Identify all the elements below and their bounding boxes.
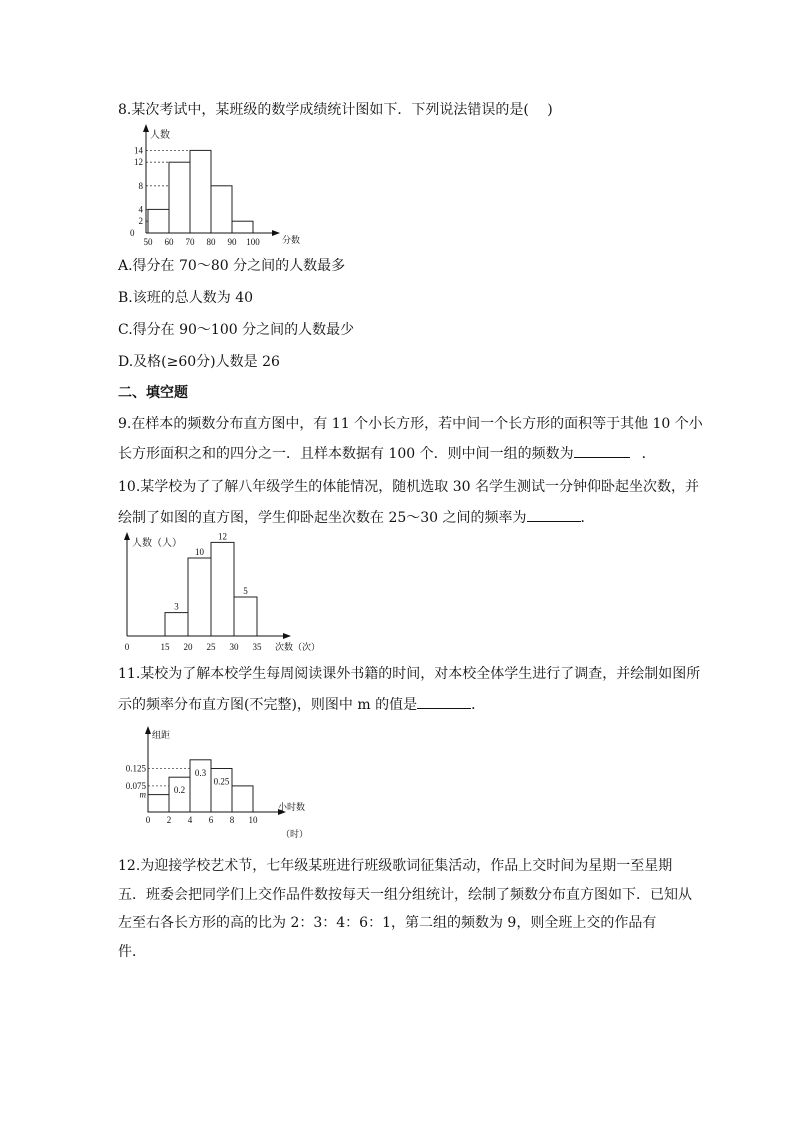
y-tick-label: 14 (134, 145, 143, 156)
bar-label: 0.25 (213, 776, 230, 787)
y-axis-arrow (124, 532, 130, 540)
data-label: 5 (243, 586, 248, 596)
y-tick-label: 4 (138, 204, 143, 215)
y-tick-label: 12 (134, 157, 143, 168)
bar (232, 786, 253, 812)
y-axis-label: 人数 (150, 130, 170, 141)
x-tick-label: 20 (183, 642, 193, 652)
y-tick-label: 0.075 (125, 780, 146, 791)
x-tick-label: 2 (166, 815, 172, 825)
x-axis-unit: （时） (281, 829, 309, 839)
x-tick-label: 6 (208, 815, 214, 825)
x-tick-label: 30 (229, 642, 239, 652)
data-label: 12 (218, 531, 227, 542)
x-tick-label: 8 (229, 815, 235, 825)
q12-line2: 五．班委会把同学们上交作品件数按每天一组分组统计，绘制了频数分布直方图如下．已知从 (118, 887, 692, 903)
y-tick-label: 0.125 (125, 763, 146, 774)
q9-line2 (118, 443, 656, 464)
q9-tail: ． (641, 446, 656, 462)
q12-line1: 12.为迎接学校艺术节，七年级某班进行班级歌词征集活动，作品上交时间为星期一至星期 (118, 858, 673, 874)
data-label: 10 (195, 547, 204, 557)
x-tick-label: 4 (187, 815, 193, 825)
x-axis-label: 分数 (282, 235, 301, 245)
q11-answer-blank[interactable] (417, 694, 471, 709)
x-tick-label: 25 (206, 642, 216, 652)
origin-label: 0 (130, 228, 135, 238)
x-tick-label: 50 (143, 237, 153, 247)
x-tick-label: 35 (252, 642, 262, 652)
q10-tail: ． (580, 510, 595, 526)
y-axis-arrow (143, 124, 149, 132)
q10-line1: 10.某学校为了了解八年级学生的体能情况，随机选取 30 名学生测试一分钟仰卧起坐次数，并 (118, 479, 699, 495)
bar (211, 542, 234, 636)
y-axis-arrow (145, 726, 151, 734)
chart-scores (120, 128, 300, 248)
y-axis-label: 组距 (152, 730, 171, 740)
q10-answer-blank[interactable] (527, 507, 581, 522)
x-tick-label: 90 (227, 237, 237, 247)
bar (165, 613, 188, 636)
q12-line3: 左至右各长方形的高的比为 2：3：4：6：1，第二组的频数为 9，则全班上交的作品有 (118, 915, 657, 931)
bar (211, 769, 232, 813)
y-tick-label: 8 (138, 180, 143, 191)
y-axis-label: 人数（人） (132, 538, 182, 549)
q8-option-b: B.该班的总人数为 40 (118, 290, 254, 306)
bar (190, 150, 211, 233)
bar-label: 0.2 (173, 785, 186, 796)
x-axis-arrow (283, 633, 291, 639)
x-axis-arrow (272, 230, 280, 236)
bar (148, 209, 169, 233)
chart-situps (118, 531, 321, 654)
q8-option-c: C.得分在 90～100 分之间的人数最少 (118, 322, 355, 338)
section-title: 二、填空题 (118, 385, 188, 401)
q9-answer-blank[interactable] (574, 443, 630, 458)
x-tick-label: 100 (246, 237, 260, 247)
q12-line4: 件． (118, 944, 146, 960)
x-tick-label: 10 (248, 815, 258, 825)
x-tick-label: 70 (185, 237, 195, 247)
bar (232, 221, 253, 233)
q8-option-a: A.得分在 70～80 分之间的人数最多 (118, 258, 346, 274)
x-tick-label: 60 (164, 237, 174, 247)
x-tick-label: 0 (145, 815, 151, 825)
origin-label: 0 (124, 642, 130, 652)
y-tick-label: 2 (138, 216, 143, 227)
y-tick-label: m (139, 789, 146, 800)
data-label: 3 (174, 601, 179, 612)
q11-line2-text: 示的频率分布直方图(不完整)，则图中 m 的值是 (118, 697, 418, 713)
x-axis-label: 次数（次） (275, 642, 321, 652)
bar-label: 0.3 (194, 767, 207, 778)
bar (211, 186, 232, 233)
bar (169, 162, 190, 233)
q8-stem: 8.某次考试中，某班级的数学成绩统计图如下．下列说法错误的是( ) (118, 102, 553, 118)
q11-tail: ． (471, 697, 486, 713)
q9-line2-text: 长方形面积之和的四分之一．且样本数据有 100 个．则中间一组的频数为 (118, 446, 574, 462)
chart-reading (118, 728, 318, 843)
q11-line1: 11.某校为了解本校学生每周阅读课外书籍的时间，对本校全体学生进行了调查，并绘制如图所 (118, 666, 701, 682)
q10-line2 (118, 507, 595, 528)
q11-line2 (118, 694, 485, 715)
x-tick-label: 80 (206, 237, 216, 247)
x-axis-label: 小时数 (278, 802, 306, 812)
q10-line2-text: 绘制了如图的直方图，学生仰卧起坐次数在 25～30 之间的频率为 (118, 510, 527, 526)
q9-line1: 9.在样本的频数分布直方图中，有 11 个小长方形，若中间一个长方形的面积等于其他 10 个小 (118, 416, 703, 432)
x-tick-label: 15 (160, 642, 170, 652)
q8-option-d: D.及格(≥60分)人数是 26 (118, 354, 280, 370)
bar (188, 558, 211, 636)
bar (148, 795, 169, 812)
bar (234, 597, 257, 636)
